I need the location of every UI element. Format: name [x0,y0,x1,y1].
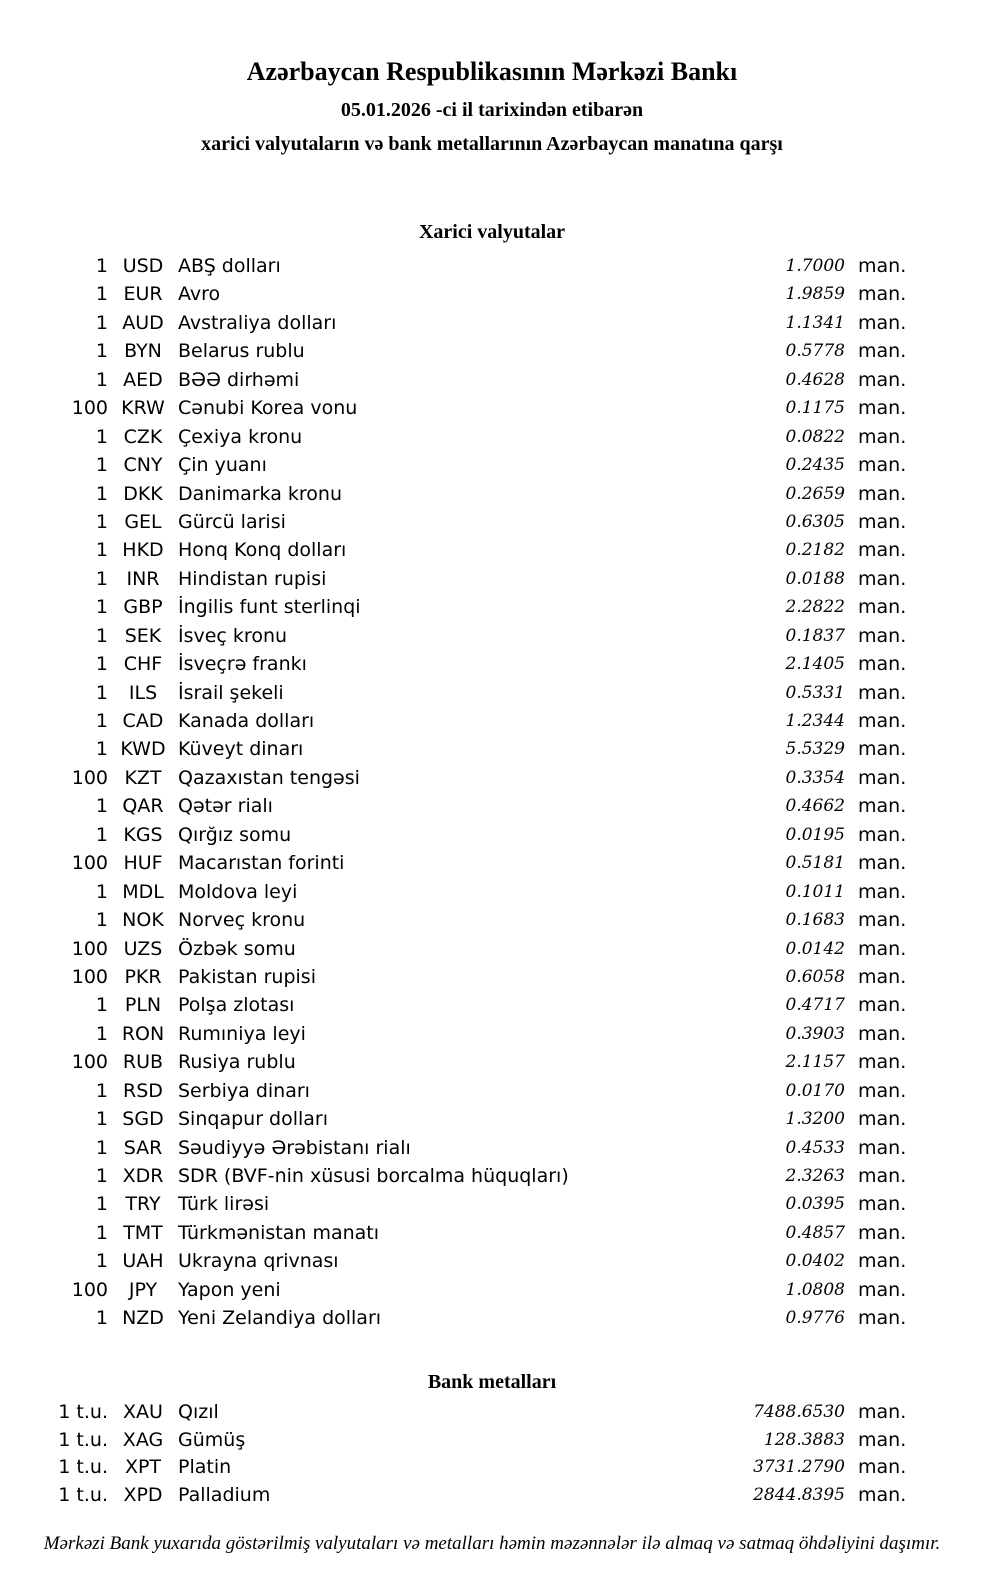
table-row [0,1304,984,1332]
rate-unit: man. [858,1022,907,1045]
table-row [0,280,984,308]
table-row [0,593,984,621]
rate-unit: man. [858,994,907,1017]
currency-name: Moldova leyi [178,880,298,903]
currency-name: İsveçrə frankı [178,653,307,676]
rate-unit: man. [858,368,907,391]
table-row [0,1162,984,1190]
currency-name: Özbək somu [178,937,296,960]
quantity: 1 [95,567,108,590]
quantity: 100 [71,852,108,875]
currency-name: Ukrayna qrivnası [178,1250,339,1273]
rate-unit: man. [858,1250,907,1273]
quantity: 100 [71,1051,108,1074]
rate-value: 0.4662 [785,796,845,817]
currency-name: Avro [178,283,221,306]
currency-name: Belarus rublu [178,340,305,363]
currency-code: RUB [122,1051,164,1074]
table-row [0,1134,984,1162]
metal-code: XPD [123,1483,163,1506]
rate-value: 0.1683 [785,910,845,931]
currency-name: SDR (BVF-nin xüsusi borcalma hüquqları) [178,1165,569,1187]
rate-value: 0.3903 [785,1023,845,1044]
quantity: 1 [95,823,108,846]
section-title-metals: Bank metalları [427,1371,557,1393]
quantity: 1 [95,596,108,619]
rate-unit: man. [858,567,907,590]
quantity: 1 [95,1079,108,1102]
currency-code: DKK [123,482,163,505]
rate-value: 0.6058 [785,966,845,987]
currency-code: EUR [123,283,163,306]
rate-unit: man. [858,965,907,988]
rate-value: 5.5329 [785,739,845,760]
currency-name: Yapon yeni [178,1278,281,1301]
rate-unit: man. [858,624,907,647]
currency-name: Küveyt dinarı [178,738,304,761]
table-row [0,1454,984,1482]
rate-value: 2.2822 [785,597,845,618]
quantity: 100 [71,766,108,789]
currency-code: XDR [122,1165,164,1187]
currency-code: CZK [123,425,163,448]
table-row [0,792,984,820]
currency-name: Qətər rialı [178,795,273,818]
rate-value: 0.0188 [785,568,845,589]
metal-code: XAG [122,1428,164,1451]
quantity: 1 [95,454,108,477]
table-row [0,1190,984,1218]
currency-code: QAR [122,795,164,818]
currency-code: AUD [122,311,164,334]
table-row [0,935,984,963]
rate-unit: man. [858,852,907,875]
table-row [0,1077,984,1105]
rate-value: 2844.8395 [753,1484,845,1505]
table-row [0,1105,984,1133]
currency-code: KGS [123,823,163,846]
rate-unit: man. [858,1428,907,1451]
currency-name: Pakistan rupisi [178,965,316,988]
currency-code: UZS [123,937,163,960]
rate-unit: man. [858,1278,907,1301]
quantity: 1 [95,1136,108,1159]
rate-value: 0.6305 [785,511,845,532]
currency-code: CHF [123,653,163,676]
effective-date: 05.01.2026 -ci il tarixindən etibarən [340,99,644,121]
table-row [0,1276,984,1304]
currency-name: Qırğız somu [178,823,292,846]
rate-unit: man. [858,1221,907,1244]
table-row [0,1399,984,1427]
currency-name: İngilis funt sterlinqi [178,596,361,619]
table-row [0,366,984,394]
table-row [0,707,984,735]
table-row [0,423,984,451]
currency-code: KRW [121,397,165,420]
currency-name: Avstraliya dolları [178,311,337,334]
currency-name: Honq Konq dolları [178,539,347,562]
quantity: 1 [95,624,108,647]
table-row [0,1219,984,1247]
rate-value: 1.2344 [785,711,845,731]
currency-code: RON [121,1022,165,1045]
quantity: 1 [95,1307,108,1330]
rate-unit: man. [858,1307,907,1330]
rate-value: 128.3883 [763,1429,845,1450]
rate-value: 0.0822 [785,426,845,447]
rate-value: 2.3263 [785,1166,845,1186]
table-row [0,1482,984,1510]
rate-unit: man. [858,681,907,704]
table-row [0,878,984,906]
currency-code: UAH [122,1250,164,1273]
quantity: 100 [71,965,108,988]
currency-code: AED [123,368,163,391]
currency-code: TMT [123,1221,163,1244]
quantity: 1 [95,738,108,761]
rate-unit: man. [858,1483,907,1506]
metal-name: Gümüş [178,1428,246,1451]
rate-value: 0.4857 [785,1222,845,1243]
currency-code: JPY [128,1278,158,1301]
currency-name: Çin yuanı [178,454,267,477]
rate-value: 1.7000 [785,256,845,276]
quantity: 1 [95,1221,108,1244]
currency-name: Sinqapur dolları [178,1108,329,1131]
quantity: 1 [95,653,108,676]
currency-name: İsveç kronu [178,624,288,647]
currency-code: SAR [123,1136,163,1159]
table-row [0,394,984,422]
quantity: 1 t.u. [58,1456,108,1478]
rate-value: 0.1175 [785,398,845,419]
table-row [0,252,984,280]
currency-code: KZT [124,766,162,789]
rate-value: 0.4717 [785,995,845,1016]
quantity: 1 [95,1250,108,1273]
quantity: 1 [95,710,108,732]
rate-unit: man. [858,539,907,562]
currency-name: Rumıniya leyi [178,1022,306,1045]
table-row [0,821,984,849]
currency-name: Danimarka kronu [178,482,343,505]
currency-code: HKD [122,539,164,562]
currencies-table [0,252,984,1333]
currency-code: PKR [124,965,162,988]
currency-code: SEK [124,624,162,647]
rate-value: 3731.2790 [753,1457,845,1477]
metal-name: Palladium [178,1483,271,1506]
rate-unit: man. [858,1401,907,1423]
rate-value: 0.5778 [785,341,845,362]
rate-value: 0.2435 [785,455,845,476]
rate-unit: man. [858,255,907,277]
rate-unit: man. [858,1193,907,1216]
quantity: 1 [95,1165,108,1187]
rate-unit: man. [858,596,907,619]
rate-unit: man. [858,1165,907,1187]
rate-unit: man. [858,653,907,676]
rate-value: 7488.6530 [753,1402,845,1422]
metal-code: XPT [124,1456,162,1478]
quantity: 1 [95,482,108,505]
table-row [0,1247,984,1275]
currency-name: Qazaxıstan tengəsi [178,766,360,789]
currency-name: Serbiya dinarı [178,1079,310,1102]
rate-value: 0.5331 [785,682,845,703]
currency-code: GEL [124,510,162,533]
table-row [0,508,984,536]
currency-code: NOK [122,909,164,932]
rate-value: 0.0142 [785,938,845,959]
rate-unit: man. [858,1108,907,1131]
rate-value: 0.3354 [785,767,845,788]
table-row [0,1427,984,1455]
quantity: 1 [95,1022,108,1045]
rate-unit: man. [858,397,907,420]
currency-code: PLN [124,994,162,1017]
rate-value: 1.1341 [785,312,845,333]
currency-code: NZD [122,1307,164,1330]
currency-code: TRY [125,1193,161,1216]
rate-value: 1.0808 [785,1279,845,1300]
quantity: 100 [71,937,108,960]
table-row [0,480,984,508]
rate-unit: man. [858,823,907,846]
table-row [0,622,984,650]
page-title: Azərbaycan Respublikasının Mərkəzi Bankı [246,57,738,86]
rate-unit: man. [858,1079,907,1102]
currency-name: Polşa zlotası [178,994,295,1017]
rate-unit: man. [858,340,907,363]
table-row [0,991,984,1019]
metal-name: Qızıl [178,1401,219,1423]
table-row [0,565,984,593]
quantity: 1 [95,681,108,704]
rate-unit: man. [858,880,907,903]
rate-unit: man. [858,937,907,960]
quantity: 1 [95,994,108,1017]
currency-code: RSD [123,1079,163,1102]
currency-code: CNY [123,454,163,477]
rate-unit: man. [858,311,907,334]
currency-name: Kanada dolları [178,710,315,732]
quantity: 100 [71,1278,108,1301]
rate-unit: man. [858,1456,907,1478]
table-row [0,963,984,991]
currency-code: MDL [122,880,164,903]
currency-name: Çexiya kronu [178,425,303,448]
rate-unit: man. [858,909,907,932]
table-row [0,650,984,678]
table-row [0,735,984,763]
page-subtitle: xarici valyutaların və bank metallarının Azərbaycan manatına qarşı [201,133,783,155]
table-row [0,764,984,792]
currency-code: CAD [122,710,164,732]
rate-unit: man. [858,1136,907,1159]
quantity: 1 [95,909,108,932]
table-row [0,309,984,337]
rate-value: 0.0170 [785,1080,845,1101]
rate-value: 0.4628 [785,369,845,390]
metals-table [0,1399,984,1509]
rate-unit: man. [858,738,907,761]
quantity: 1 [95,425,108,448]
currency-name: Gürcü larisi [178,510,286,533]
metal-name: Platin [178,1456,232,1478]
currency-name: Hindistan rupisi [178,567,327,590]
rate-value: 2.1157 [785,1052,845,1073]
rate-unit: man. [858,710,907,732]
rate-value: 0.1011 [785,881,845,902]
table-row [0,536,984,564]
table-row [0,451,984,479]
rate-unit: man. [858,1051,907,1074]
rate-unit: man. [858,795,907,818]
rate-unit: man. [858,425,907,448]
rate-unit: man. [858,283,907,306]
rate-value: 0.0395 [785,1194,845,1215]
disclaimer-text: Mərkəzi Bank yuxarıda göstərilmiş valyutaları və metalları həmin məzənnələr ilə almaq və satmaq öhdəliyini daşımır. [43,1533,941,1554]
currency-name: Cənubi Korea vonu [178,397,358,420]
table-row [0,906,984,934]
currency-code: BYN [124,340,162,363]
quantity: 1 [95,539,108,562]
currency-name: Rusiya rublu [178,1051,296,1074]
rate-value: 2.1405 [785,654,845,675]
quantity: 1 [95,795,108,818]
currency-code: SGD [122,1108,164,1131]
currency-code: KWD [120,738,166,761]
quantity: 1 [95,510,108,533]
currency-code: USD [122,255,164,277]
rate-unit: man. [858,482,907,505]
quantity: 1 [95,880,108,903]
rate-value: 0.4533 [785,1137,845,1158]
rate-value: 0.0195 [785,824,845,845]
currency-name: Macarıstan forinti [178,852,345,875]
rate-unit: man. [858,510,907,533]
currency-name: Türkmənistan manatı [178,1221,380,1244]
rate-value: 1.3200 [785,1109,845,1130]
currency-code: INR [126,567,160,590]
quantity: 1 [95,1108,108,1131]
currency-name: Türk lirəsi [178,1193,270,1216]
rate-unit: man. [858,766,907,789]
rate-unit: man. [858,454,907,477]
metal-code: XAU [123,1401,163,1423]
rate-value: 0.2182 [785,540,845,561]
quantity: 1 [95,1193,108,1216]
rate-value: 0.9776 [785,1308,845,1329]
quantity: 100 [71,397,108,420]
currency-code: ILS [128,681,158,704]
currency-name: ABŞ dolları [178,255,281,277]
rate-value: 0.5181 [785,853,845,874]
quantity: 1 t.u. [58,1483,108,1506]
rate-value: 1.9859 [785,284,845,305]
quantity: 1 [95,283,108,306]
currency-name: Norveç kronu [178,909,306,932]
quantity: 1 [95,368,108,391]
quantity: 1 [95,340,108,363]
section-title-currencies: Xarici valyutalar [418,221,566,243]
currency-code: HUF [123,852,163,875]
currency-name: Səudiyyə Ərəbistanı rialı [178,1136,411,1159]
quantity: 1 [95,255,108,277]
table-row [0,1048,984,1076]
quantity: 1 t.u. [58,1401,108,1423]
quantity: 1 t.u. [58,1428,108,1451]
table-row [0,679,984,707]
table-row [0,849,984,877]
rate-value: 0.1837 [785,625,845,646]
table-row [0,1020,984,1048]
currency-name: İsrail şekeli [178,681,284,704]
quantity: 1 [95,311,108,334]
rate-value: 0.0402 [785,1251,845,1272]
currency-name: Yeni Zelandiya dolları [178,1307,382,1330]
rate-value: 0.2659 [785,483,845,504]
currency-code: GBP [123,596,163,619]
currency-name: BƏƏ dirhəmi [178,368,300,391]
table-row [0,337,984,365]
